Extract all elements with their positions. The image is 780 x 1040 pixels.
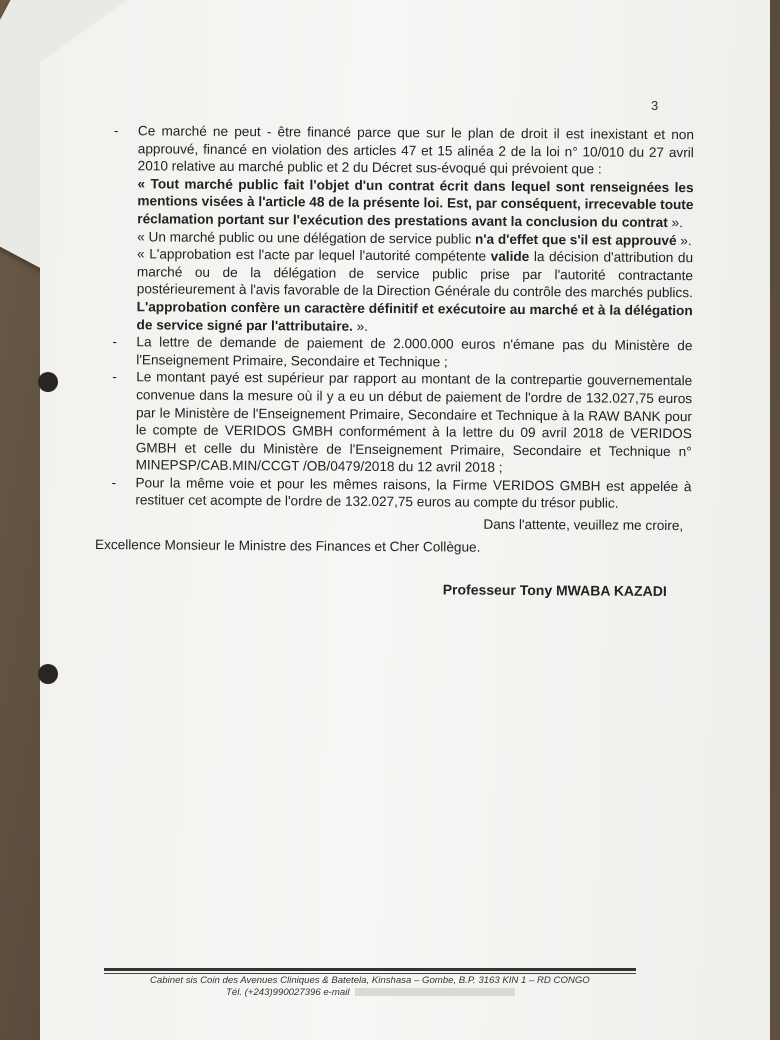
footer-contact <box>150 987 650 999</box>
punch-hole-icon <box>38 664 58 684</box>
bullet-dash: - <box>112 334 118 350</box>
quote-pre: « L'approbation est l'acte par lequel l'autorité compétente <box>137 246 491 264</box>
quote-bold-text: valide <box>490 248 530 265</box>
page-number: 3 <box>651 98 659 113</box>
footer-phone-email: Tél. (+243)990027396 e-mail <box>226 987 350 998</box>
punch-hole-icon <box>38 372 58 392</box>
footer-divider <box>104 968 636 971</box>
closing-formula <box>93 513 691 557</box>
quote-post: ». <box>676 232 692 248</box>
footer-divider <box>104 973 636 974</box>
bullet-dash: - <box>113 123 119 139</box>
legal-quote <box>95 245 694 337</box>
quote-mid: la décision d'attribution du marché ou de la délégation de service public prise par l'autorité contractante postérieurement à l'avis favorable de la Direction Générale du contrôle des marchés publics. <box>136 249 694 301</box>
letter-body <box>93 122 694 601</box>
quote-post: ». <box>352 318 369 334</box>
closing-line: Dans l'attente, veuillez me croire, <box>483 516 684 534</box>
legal-quote <box>95 175 693 232</box>
bullet-dash: - <box>111 474 117 491</box>
quote-bold-text: L'approbation confère un caractère définitif et exécutoire au marché et à la délégation de service signé par l'attributaire. <box>136 299 693 334</box>
paragraph-text: La lettre de demande de paiement de 2.000.000 euros n'émane pas du Ministère de l'Enseignement Primaire, Secondaire et Technique ; <box>136 334 693 370</box>
paragraph-text: Le montant payé est supérieur par rapport au montant de la contrepartie gouvernementale convenue dans la mesure où il y a eu un début de paiement de l'ordre de 132.027,75 euros par le Ministère de l'Enseignement Primaire, Secondaire et Technique à la RAW BANK pour le compte de VERIDOS GMBH conformément à la lettre du 09 avril 2018 de VERIDOS GMBH et celle du Ministère de l'Enseignement Primaire, Secondaire et Technique n° MINEPSP/CAB.MIN/CCGT /OB/0479/2018 du 12 avril 2018 ; <box>135 369 693 476</box>
list-item <box>96 122 694 179</box>
redacted-email <box>355 988 515 996</box>
bullet-dash: - <box>112 369 117 385</box>
paragraph-text: Ce marché ne peut - être financé parce que sur le plan de droit il est inexistant et non approuvé, financé en violation des articles 47 et 15 alinéa 2 de la loi n° 10/010 du 27 avril 2010 relative au marché public et 2 du Décret sus-évoqué qui prévoient que : <box>137 123 694 177</box>
list-item <box>94 368 693 478</box>
paragraph-text: Pour la même voie et pour les mêmes raisons, la Firme VERIDOS GMBH est appelée à restituer cet acompte de l'ordre de 132.027,75 euros au compte du trésor public. <box>135 475 692 512</box>
footer <box>150 975 650 999</box>
quote-bold-text: n'a d'effet que s'il est approuvé <box>474 231 677 248</box>
quote-pre: « Un marché public ou une délégation de service public <box>137 228 476 247</box>
closing-line: Excellence Monsieur le Ministre des Finances et Cher Collègue. <box>95 536 481 555</box>
quote-bold-text: « Tout marché public fait l'objet d'un contrat écrit dans lequel sont renseignées les mentions visées à l'article 48 de la présente loi. Est, par conséquent, irrecevable toute réclamation portant sur l'exécution des prestations avant la conclusion du contrat <box>137 176 694 230</box>
footer-address: Cabinet sis Coin des Avenues Cliniques & Batetela, Kinshasa – Gombe, B.P. 3163 KIN 1 – RD CONGO <box>150 975 590 986</box>
list-item <box>93 474 691 513</box>
signature-name: Professeur Tony MWABA KAZADI <box>442 581 667 600</box>
quote-tail: ». <box>667 214 683 231</box>
list-item <box>94 333 692 372</box>
